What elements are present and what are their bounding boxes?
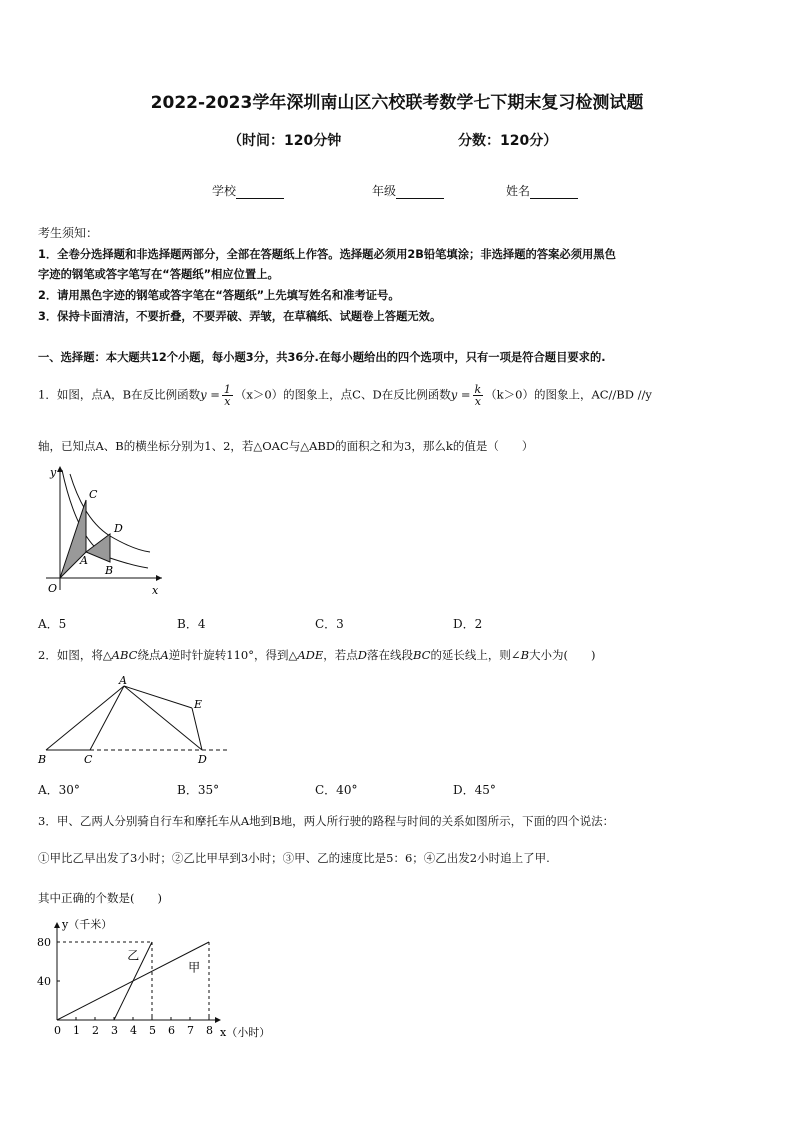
question-1-text-line2: 轴，已知点A、B的横坐标分别为1、2，若△OAC与△ABD的面积之和为3，那么k的值是（ ） — [38, 439, 534, 453]
notice-item: 1．全卷分选择题和非选择题两部分，全部在答题纸上作答。选择题必须用2B铅笔填涂；非选择题的答案必须用黑色 — [38, 248, 616, 261]
series-label-yi: 乙 — [127, 948, 140, 963]
x-axis-arrow — [156, 575, 162, 581]
question-3-prompt: 其中正确的个数是( ) — [38, 891, 162, 905]
name-label: 姓名 — [506, 184, 531, 198]
label-a: A — [119, 674, 127, 687]
label-x: x — [152, 584, 159, 597]
label-b: B — [38, 753, 47, 766]
name-blank[interactable] — [530, 186, 578, 199]
segment-ab — [46, 686, 124, 750]
time-label: （时间：120分钟 — [228, 133, 342, 149]
x-tick-label: 1 — [73, 1024, 80, 1037]
x-axis-arrow — [215, 1017, 221, 1023]
label-c: C — [84, 753, 93, 766]
q1-option-b[interactable]: B．4 — [177, 617, 206, 631]
x-tick-label: 7 — [187, 1024, 194, 1037]
notice-item: 字迹的钢笔或答字笔写在“答题纸”相应位置上。 — [38, 268, 279, 281]
label-o: O — [48, 582, 58, 595]
segment-ac — [90, 686, 124, 750]
segment-ed — [192, 708, 202, 750]
x-tick-label: 3 — [111, 1024, 118, 1037]
grade-field[interactable] — [372, 182, 444, 199]
q2-option-a[interactable]: A．30° — [38, 783, 80, 797]
segment-ad — [124, 686, 202, 750]
triangle-abd — [86, 534, 110, 562]
x-tick-label: 5 — [149, 1024, 156, 1037]
score-label: 分数：120分） — [458, 133, 558, 149]
x-tick-label: 0 — [54, 1024, 61, 1037]
question-3-chart — [30, 912, 290, 1048]
label-e: E — [194, 698, 203, 711]
question-2-text: 2．如图，将△ABC绕点A逆时针旋转110°，得到△ADE，若点D落在线段BC的延长线上，则∠B大小为( ) — [38, 648, 596, 662]
q2-option-b[interactable]: B．35° — [177, 783, 220, 797]
chart-y-label: y（千米） — [62, 918, 113, 931]
notice-item: 2．请用黑色字迹的钢笔或答字笔在“答题纸”上先填写姓名和准考证号。 — [38, 289, 400, 302]
school-field[interactable] — [212, 182, 284, 199]
question-2-figure — [34, 670, 234, 770]
y-tick-label: 80 — [37, 936, 51, 949]
page-title: 2022-2023学年深圳南山区六校联考数学七下期末复习检测试题 — [150, 93, 644, 113]
question-1-text: 1．如图，点A，B在反比例函数y = $\frac{1}{x}$ （x＞0）的图象上，点C、D在反比例函数y = $\frac{k}{x}$ （k＞0）的图象上，AC//BD //y — [38, 383, 652, 408]
q2-option-c[interactable]: C．40° — [315, 783, 358, 797]
question-3-text: 3．甲、乙两人分别骑自行车和摩托车从A地到B地，两人所行驶的路程与时间的关系如图所示，下面的四个说法： — [38, 814, 615, 828]
fraction-k-over-x: $\frac{k}{x}$ — [474, 383, 482, 408]
y-axis-arrow — [54, 922, 60, 928]
x-tick-label: 2 — [92, 1024, 99, 1037]
y-tick-label: 40 — [37, 975, 51, 988]
section-heading: 一、选择题：本大题共12个小题，每小题3分，共36分.在每小题给出的四个选项中，只有一项是符合题目要求的. — [38, 351, 606, 364]
label-y: y — [50, 466, 57, 479]
q1-option-d[interactable]: D．2 — [453, 617, 483, 631]
question-1-figure — [38, 462, 170, 598]
label-d: D — [198, 753, 207, 766]
notice-item: 3．保持卡面清洁，不要折叠，不要弄破、弄皱，在草稿纸、试题卷上答题无效。 — [38, 310, 442, 323]
q1-option-a[interactable]: A．5 — [38, 617, 67, 631]
school-blank[interactable] — [236, 186, 284, 199]
label-a: A — [80, 554, 88, 567]
notice-heading: 考生须知： — [38, 226, 99, 240]
question-3-statements: ①甲比乙早出发了3小时；②乙比甲早到3小时；③甲、乙的速度比是5：6；④乙出发2小时追上了甲. — [38, 851, 550, 865]
label-d: D — [114, 522, 123, 535]
label-b: B — [105, 564, 114, 577]
grade-label: 年级 — [372, 184, 397, 198]
chart-x-label: x（小时） — [220, 1026, 271, 1039]
name-field[interactable] — [506, 182, 578, 199]
fraction-1-over-x: $\frac{1}{x}$ — [223, 383, 231, 408]
x-tick-label: 6 — [168, 1024, 175, 1037]
q1-option-c[interactable]: C．3 — [315, 617, 344, 631]
label-c: C — [89, 488, 98, 501]
school-label: 学校 — [212, 184, 237, 198]
series-label-jia: 甲 — [188, 960, 201, 975]
grade-blank[interactable] — [396, 186, 444, 199]
q2-option-d[interactable]: D．45° — [453, 783, 496, 797]
x-tick-label: 4 — [130, 1024, 137, 1037]
segment-ae — [124, 686, 192, 708]
x-tick-label: 8 — [206, 1024, 213, 1037]
